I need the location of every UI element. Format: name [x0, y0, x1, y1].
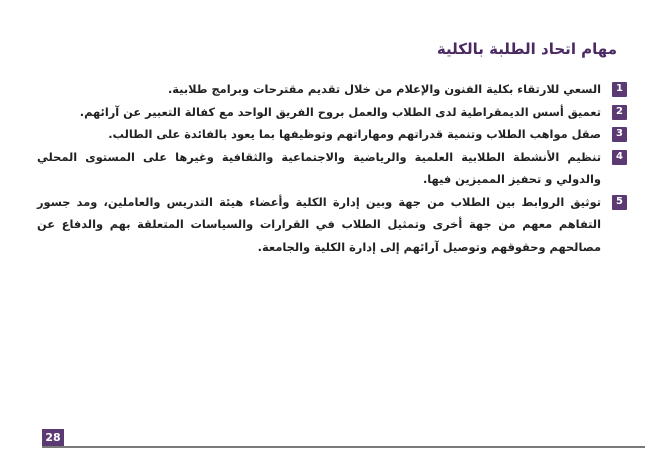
item-number-badge: 4	[612, 150, 627, 165]
page-title: مهام اتحاد الطلبة بالكلية	[436, 40, 617, 58]
item-text: السعي للارتقاء بكلية الفنون والإعلام من خلال تقديم مقترحات وبرامج طلابية.	[167, 82, 601, 96]
list-item	[37, 101, 627, 124]
task-list	[37, 78, 627, 258]
footer-divider	[42, 446, 645, 448]
list-item	[37, 146, 627, 191]
item-text: تنظيم الأنشطة الطلابية العلمية والرياضية والاجتماعية والثقافية وغيرها على المستوى المحلي والدولي و تحفيز المميزين فيها.	[37, 149, 601, 186]
item-number-badge: 2	[612, 105, 627, 120]
list-item	[37, 191, 627, 259]
item-number-badge: 1	[612, 82, 627, 97]
item-number-badge: 5	[612, 195, 627, 210]
item-number-badge: 3	[612, 127, 627, 142]
item-text: توثيق الروابط بين الطلاب من جهة وبين إدارة الكلية وأعضاء هيئة التدريس والعاملين، ومد جسور التفاهم معهم من جهة أخرى وتمثيل الطلاب في القرارات والسياسات المتعلقة بهم والدفاع عن مصالحهم وحقوقهم وتوصيل آرائهم إلى إدارة الكلية والجامعة.	[37, 194, 601, 254]
item-text: تعميق أسس الديمقراطية لدى الطلاب والعمل بروح الفريق الواحد مع كفالة التعبير عن آرائهم.	[79, 104, 601, 119]
page-number-badge: 28	[42, 429, 64, 446]
list-item	[37, 123, 627, 146]
item-text: صقل مواهب الطلاب وتنمية قدراتهم ومهاراتهم وتوظيفها بما يعود بالفائدة على الطالب.	[108, 127, 601, 141]
list-item	[37, 78, 627, 101]
